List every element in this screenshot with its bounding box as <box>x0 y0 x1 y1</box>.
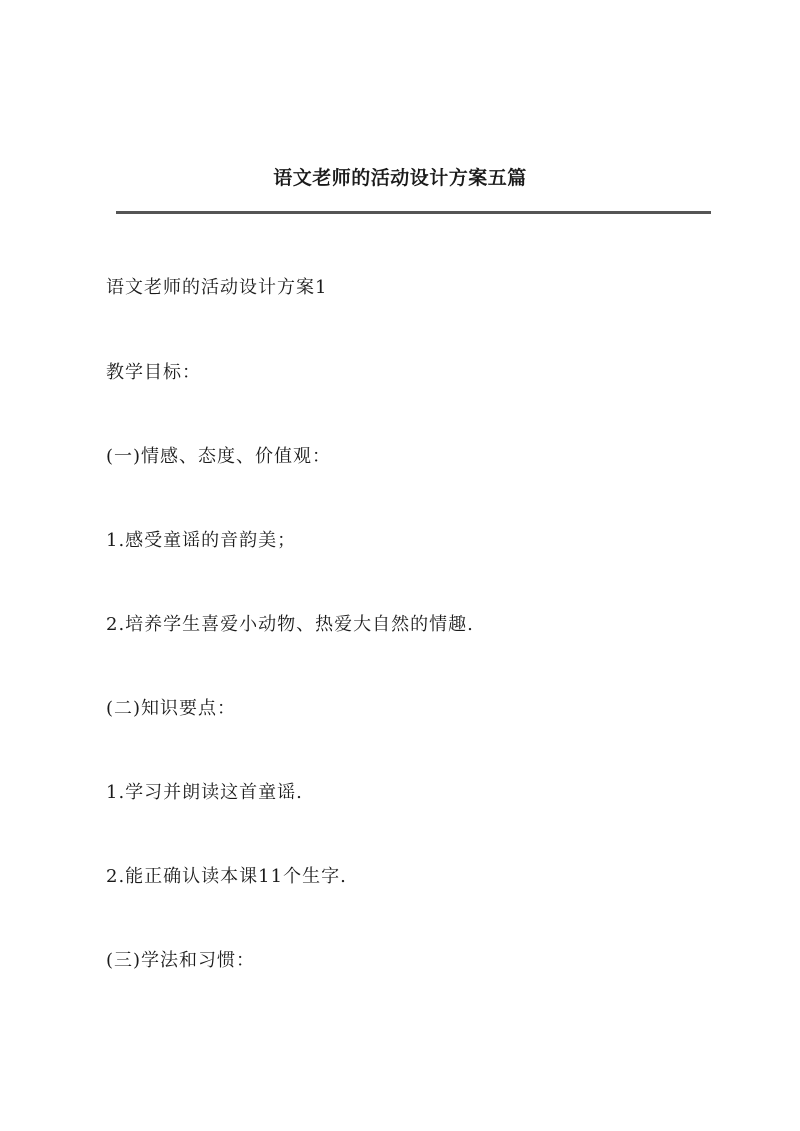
paragraph: (一)情感、态度、价值观： <box>106 446 332 467</box>
title-divider <box>116 211 711 214</box>
document-title: 语文老师的活动设计方案五篇 <box>273 167 527 189</box>
paragraph: 教学目标： <box>106 362 201 383</box>
section-heading: 语文老师的活动设计方案1 <box>106 277 328 298</box>
paragraph: 2.培养学生喜爱小动物、热爱大自然的情趣. <box>106 614 474 635</box>
paragraph: 1.学习并朗读这首童谣. <box>106 782 303 803</box>
paragraph: (二)知识要点： <box>106 698 237 719</box>
paragraph: 2.能正确认读本课11个生字. <box>106 866 347 887</box>
paragraph: (三)学法和习惯： <box>106 950 256 971</box>
paragraph: 1.感受童谣的音韵美； <box>106 530 297 551</box>
